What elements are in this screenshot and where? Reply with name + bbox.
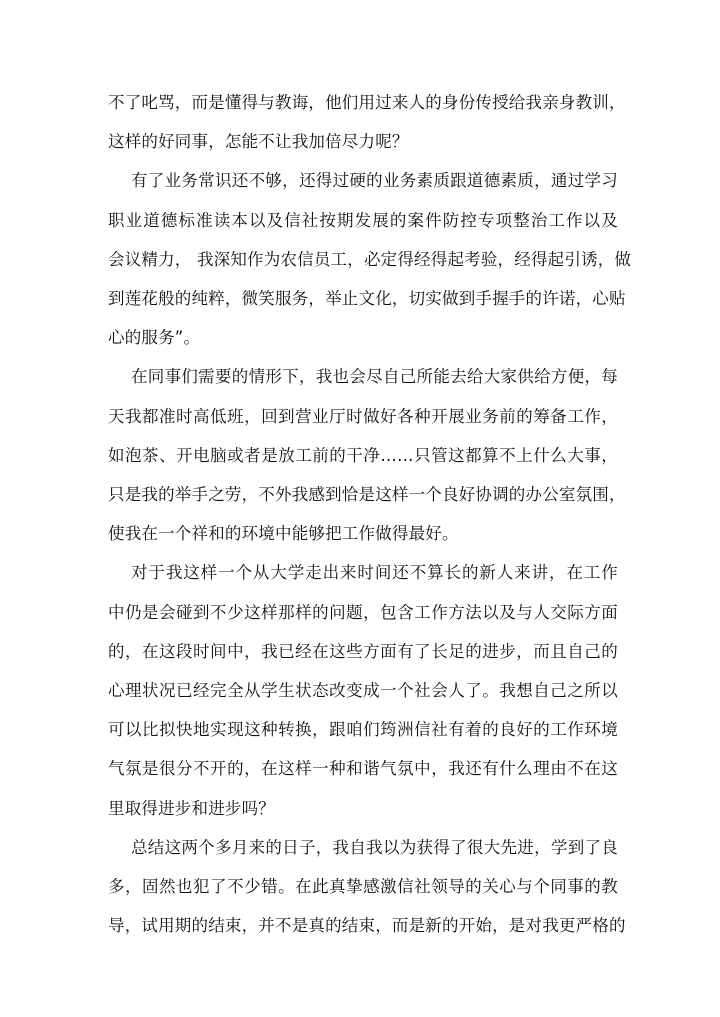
text-line: 如泡茶、开电脑或者是放工前的干净……只管这都算不上什么大事，: [108, 446, 618, 465]
text-line: 可以比拟快地实现这种转换，跟咱们筠洲信社有着的良好的工作环境: [108, 720, 618, 739]
text-line: 里取得进步和进步吗？: [108, 799, 275, 818]
text-line: 这样的好同事，怎能不让我加倍尽力呢？: [108, 132, 409, 151]
paragraph-start-line: 总结这两个多月来的日子，我自我以为获得了很大先进，学到了良: [131, 838, 618, 857]
text-line: 不了叱骂，而是懂得与教诲，他们用过来人的身份传授给我亲身教训，: [108, 93, 626, 112]
text-line: 到莲花般的纯粹，微笑服务，举止文化，切实做到手握手的许诺，心贴: [108, 289, 626, 308]
text-line: 导，试用期的结束，并不是真的结束，而是新的开始，是对我更严格的: [108, 916, 626, 935]
text-line: 心的服务”。: [108, 328, 201, 347]
text-line: 天我都准时高低班，回到营业厅时做好各种开展业务前的筹备工作，: [108, 407, 618, 426]
paragraph-start-line: 对于我这样一个从大学走出来时间还不算长的新人来讲，在工作: [131, 563, 618, 582]
paragraph-start-line: 有了业务常识还不够，还得过硬的业务素质跟道德素质，通过学习: [131, 171, 618, 190]
text-line: 气氛是很分不开的，在这样一种和谐气氛中，我还有什么理由不在这: [108, 759, 618, 778]
text-line: 多，固然也犯了不少错。在此真挚感激信社领导的关心与个同事的教: [108, 877, 618, 896]
text-line: 心理状况已经完全从学生状态改变成一个社会人了。我想自己之所以: [108, 681, 618, 700]
paragraph-start-line: 在同事们需要的情形下，我也会尽自己所能去给大家供给方便，每: [131, 367, 618, 386]
text-line: 使我在一个祥和的环境中能够把工作做得最好。: [108, 524, 459, 543]
text-line: 只是我的举手之劳，不外我感到恰是这样一个良好协调的办公室氛围，: [108, 485, 626, 504]
text-line: 中仍是会碰到不少这样那样的问题，包含工作方法以及与人交际方面: [108, 603, 618, 622]
text-line: 职业道德标准读本以及信社按期发展的案件防控专项整治工作以及: [108, 211, 618, 230]
text-line: 的，在这段时间中，我已经在这些方面有了长足的进步，而且自己的: [108, 642, 618, 661]
text-line: 会议精力， 我深知作为农信员工，必定得经得起考验，经得起引诱，做: [108, 250, 632, 269]
